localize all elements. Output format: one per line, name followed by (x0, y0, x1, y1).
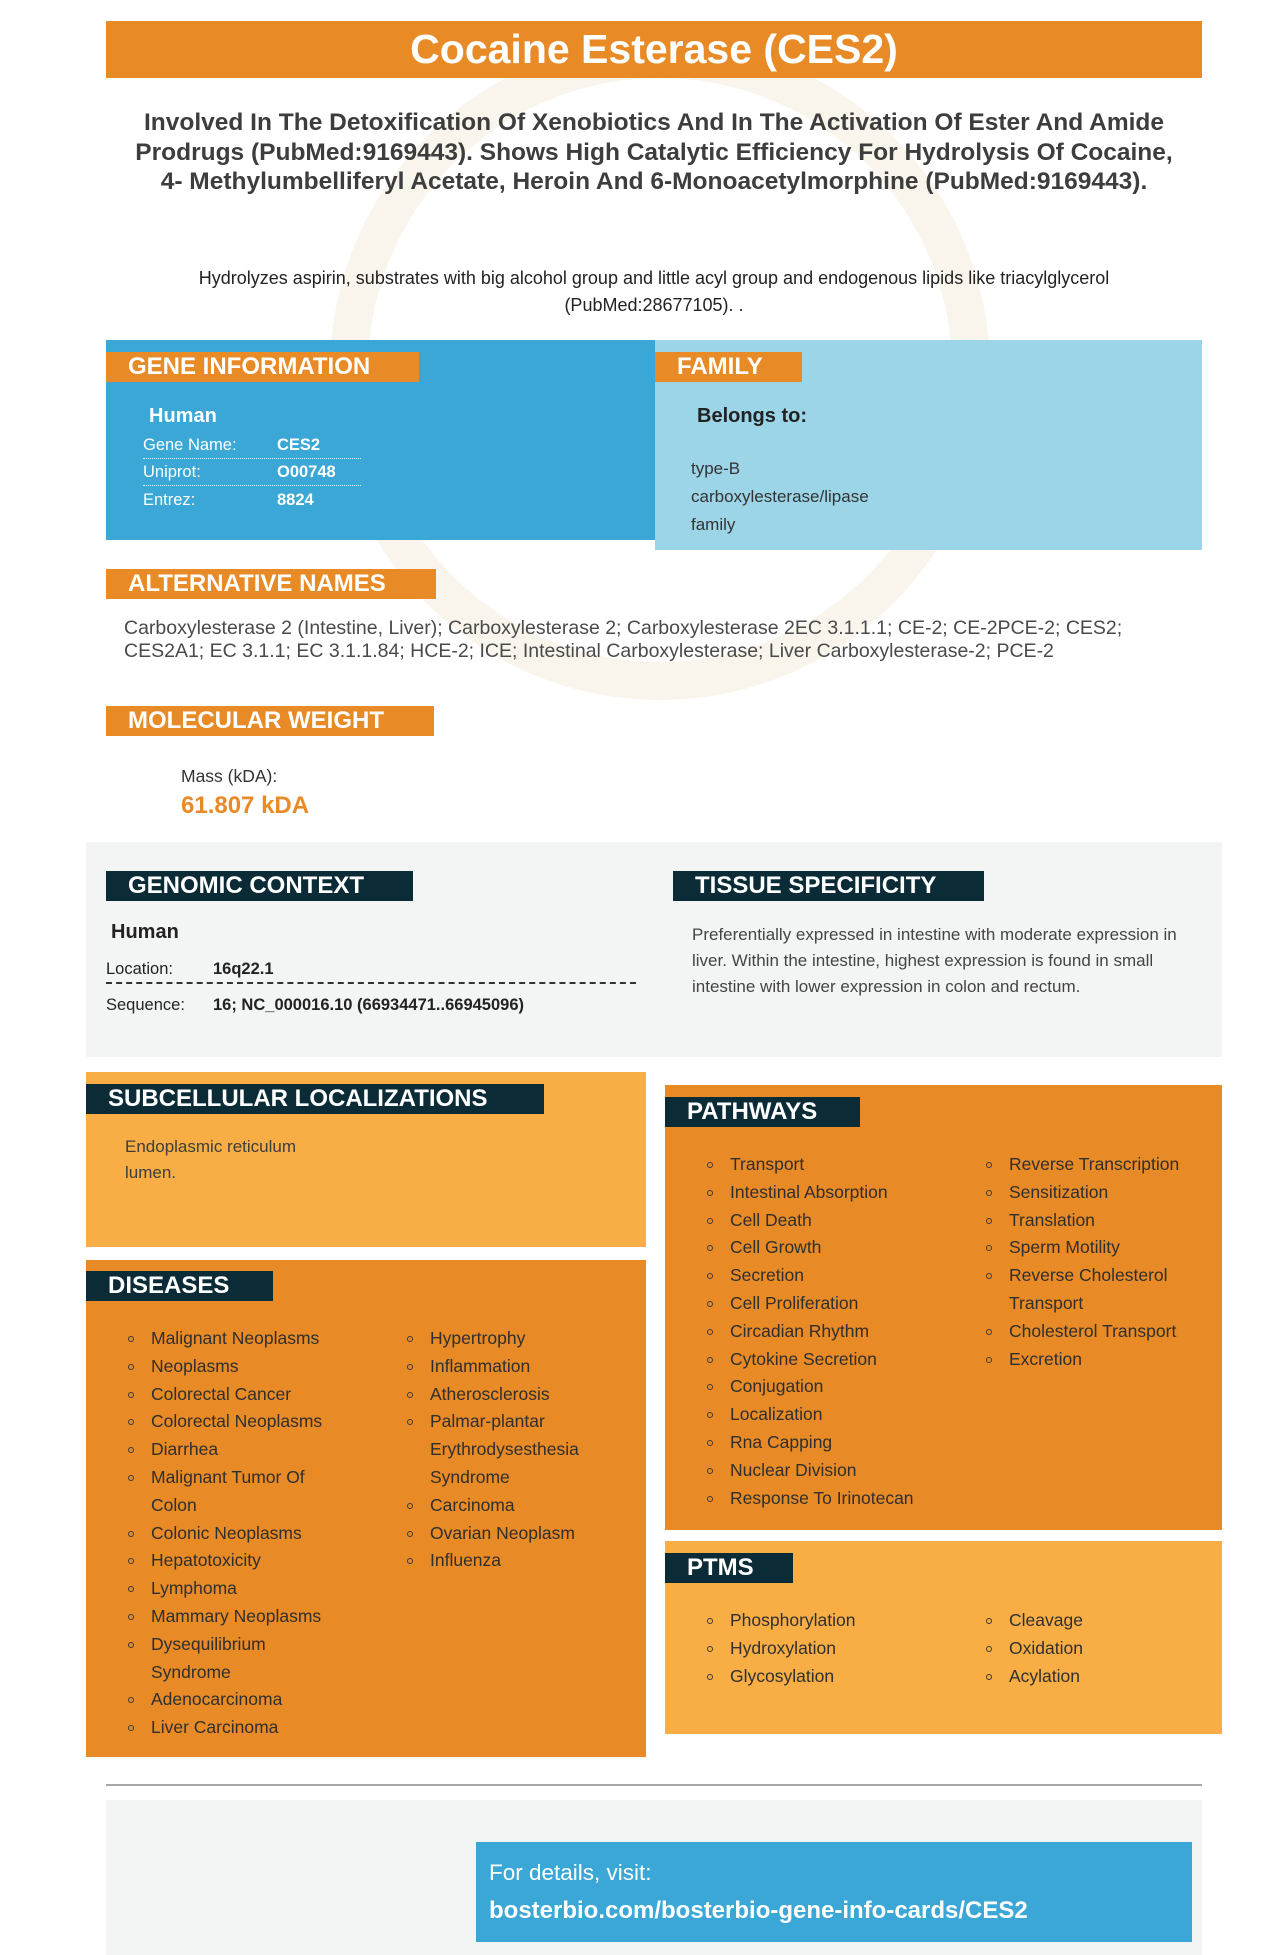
pathways-label: PATHWAYS (665, 1097, 860, 1127)
list-item: Atherosclerosis (406, 1381, 670, 1409)
location-row (106, 950, 636, 984)
genomic-context-label: GENOMIC CONTEXT (106, 871, 413, 901)
gene-name-key: Gene Name: (143, 436, 237, 454)
list-item: Influenza (406, 1547, 670, 1575)
gene-name-value: CES2 (277, 436, 321, 454)
list-item: Reverse Cholesterol Transport (985, 1262, 1209, 1318)
list-item: Secretion (706, 1262, 970, 1290)
list-item: Mammary Neoplasms (127, 1603, 391, 1631)
list-item: Rna Capping (706, 1429, 970, 1457)
gene-species: Human (149, 405, 217, 427)
ptms-list-col1 (706, 1607, 856, 1690)
list-item: Dysequilibrium Syndrome (127, 1631, 301, 1687)
uniprot-value: O00748 (277, 463, 336, 481)
footer-divider (106, 1784, 1202, 1786)
list-item: Diarrhea (127, 1436, 391, 1464)
alternative-names-label: ALTERNATIVE NAMES (106, 569, 436, 599)
family-label: FAMILY (655, 352, 802, 382)
list-item: Cleavage (985, 1607, 1083, 1635)
list-item: Phosphorylation (706, 1607, 856, 1635)
list-item: Sperm Motility (985, 1234, 1249, 1262)
location-value: 16q22.1 (213, 960, 274, 978)
list-item: Transport (706, 1151, 970, 1179)
subcellular-text: Endoplasmic reticulum lumen. (125, 1137, 297, 1182)
list-item: Colorectal Neoplasms (127, 1408, 391, 1436)
list-item: Reverse Transcription (985, 1151, 1249, 1179)
list-item: Cell Death (706, 1207, 970, 1235)
diseases-label: DISEASES (86, 1271, 273, 1301)
list-item: Neoplasms (127, 1353, 391, 1381)
list-item: Colonic Neoplasms (127, 1520, 391, 1548)
mass-label: Mass (kDA): (181, 766, 278, 786)
list-item: Glycosylation (706, 1663, 856, 1691)
ptms-list-col2 (985, 1607, 1083, 1690)
pathways-list-col1 (706, 1151, 970, 1512)
gene-name-row (143, 432, 361, 459)
list-item: Carcinoma (406, 1492, 670, 1520)
entrez-key: Entrez: (143, 491, 196, 509)
list-item: Cell Proliferation (706, 1290, 970, 1318)
family-text: type-B carboxylesterase/lipase family (691, 459, 869, 534)
list-item: Malignant Tumor Of Colon (127, 1464, 331, 1520)
subcellular-label: SUBCELLULAR LOCALIZATIONS (86, 1084, 544, 1114)
list-item: Oxidation (985, 1635, 1083, 1663)
list-item: Ovarian Neoplasm (406, 1520, 670, 1548)
uniprot-row (143, 459, 361, 486)
details-link-box[interactable] (476, 1842, 1192, 1942)
list-item: Hydroxylation (706, 1635, 856, 1663)
ptms-label: PTMS (665, 1553, 793, 1583)
title-banner (106, 21, 1202, 78)
list-item: Response To Irinotecan (706, 1485, 970, 1513)
details-prompt: For details, visit: (489, 1860, 652, 1885)
list-item: Acylation (985, 1663, 1083, 1691)
diseases-list-col1 (127, 1325, 391, 1742)
alternative-names-text: Carboxylesterase 2 (Intestine, Liver); Carboxylesterase 2; Carboxylesterase 2EC 3.1.1.1; CE-2; CE-2PCE-2; CES2; CES2A1; EC 3.1.1; EC 3.1.1.84; HCE-2; ICE; Intestinal Carboxylesterase; Liver Carboxylesterase-2; PCE-2 (124, 617, 1123, 662)
list-item: Malignant Neoplasms (127, 1325, 391, 1353)
gene-information-label: GENE INFORMATION (106, 352, 419, 382)
list-item: Colorectal Cancer (127, 1381, 391, 1409)
list-item: Cholesterol Transport (985, 1318, 1249, 1346)
details-link[interactable]: bosterbio.com/bosterbio-gene-info-cards/CES2 (489, 1897, 1028, 1924)
list-item: Lymphoma (127, 1575, 391, 1603)
diseases-list-col2 (406, 1325, 670, 1575)
location-key: Location: (106, 960, 173, 978)
family-heading: Belongs to: (697, 405, 807, 427)
entrez-value: 8824 (277, 491, 314, 509)
list-item: Conjugation (706, 1373, 970, 1401)
tissue-specificity-text: Preferentially expressed in intestine with moderate expression in liver. Within the intestine, highest expression is found in small intestine with lower expression in colon and rectum. (692, 925, 1177, 996)
molecular-weight-label: MOLECULAR WEIGHT (106, 706, 434, 736)
mass-value: 61.807 kDA (181, 792, 310, 819)
list-item: Intestinal Absorption (706, 1179, 970, 1207)
function-description: Involved In The Detoxification Of Xenobiotics And In The Activation Of Ester And Amide Prodrugs (PubMed:9169443). Shows High Catalytic Efficiency For Hydrolysis Of Cocaine, 4- Methylumbelliferyl Acetate, Heroin And 6-Monoacetylmorphine (PubMed:9169443). (135, 109, 1173, 195)
list-item: Cytokine Secretion (706, 1346, 970, 1374)
list-item: Hypertrophy (406, 1325, 670, 1353)
list-item: Excretion (985, 1346, 1249, 1374)
list-item: Nuclear Division (706, 1457, 970, 1485)
list-item: Liver Carcinoma (127, 1714, 391, 1742)
substrate-description: Hydrolyzes aspirin, substrates with big alcohol group and little acyl group and endogenous lipids like triacylglycerol (PubMed:28677105). . (198, 268, 1110, 315)
pathways-list-col2 (985, 1151, 1249, 1373)
tissue-specificity-label: TISSUE SPECIFICITY (673, 871, 984, 901)
page-title: Cocaine Esterase (CES2) (410, 26, 898, 72)
list-item: Translation (985, 1207, 1249, 1235)
list-item: Inflammation (406, 1353, 670, 1381)
list-item: Circadian Rhythm (706, 1318, 970, 1346)
list-item: Hepatotoxicity (127, 1547, 391, 1575)
list-item: Sensitization (985, 1179, 1249, 1207)
sequence-value: 16; NC_000016.10 (66934471..66945096) (213, 996, 525, 1014)
uniprot-key: Uniprot: (143, 463, 201, 481)
list-item: Cell Growth (706, 1234, 970, 1262)
list-item: Adenocarcinoma (127, 1686, 391, 1714)
list-item: Palmar-plantar Erythrodysesthesia Syndrome (406, 1408, 630, 1491)
entrez-row (143, 487, 361, 514)
sequence-row (106, 986, 636, 1020)
list-item: Localization (706, 1401, 970, 1429)
sequence-key: Sequence: (106, 996, 185, 1014)
genomic-species: Human (111, 921, 179, 943)
